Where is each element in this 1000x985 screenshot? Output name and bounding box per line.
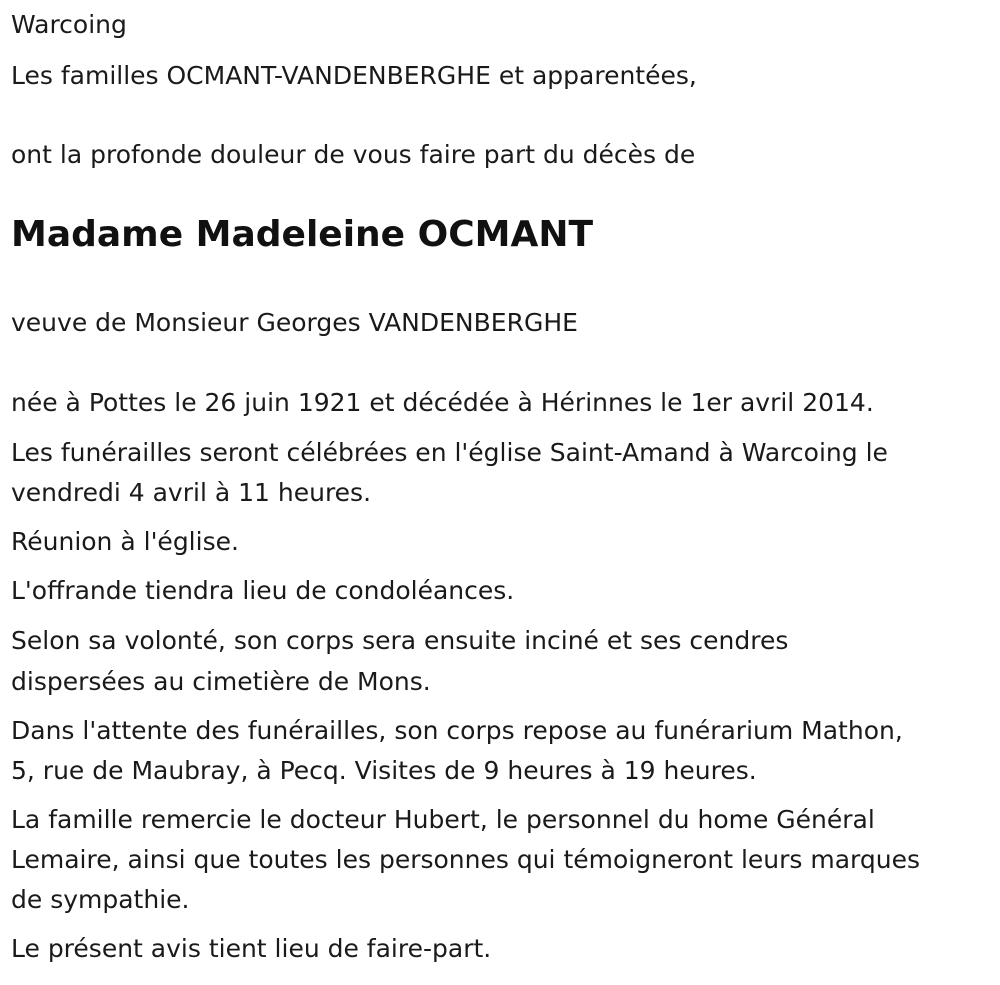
intro-line: ont la profonde douleur de vous faire part du décès de xyxy=(11,140,696,169)
funerarium-line-2: 5, rue de Maubray, à Pecq. Visites de 9 heures à 19 heures. xyxy=(11,756,757,785)
birth-death-line: née à Pottes le 26 juin 1921 et décédée à Hérinnes le 1er avril 2014. xyxy=(11,388,874,417)
thanks-line-2: Lemaire, ainsi que toutes les personnes qui témoigneront leurs marques xyxy=(11,845,920,874)
offering-line: L'offrande tiendra lieu de condoléances. xyxy=(11,576,515,605)
meeting-line: Réunion à l'église. xyxy=(11,527,239,556)
funerarium-line-1: Dans l'attente des funérailles, son corps repose au funérarium Mathon, xyxy=(11,716,903,745)
thanks-line-1: La famille remercie le docteur Hubert, le personnel du home Général xyxy=(11,805,875,834)
spouse-line: veuve de Monsieur Georges VANDENBERGHE xyxy=(11,308,578,337)
deceased-name: Madame Madeleine OCMANT xyxy=(11,214,594,255)
funeral-line-1: Les funérailles seront célébrées en l'église Saint-Amand à Warcoing le xyxy=(11,438,888,467)
location: Warcoing xyxy=(11,10,127,39)
wish-line-2: dispersées au cimetière de Mons. xyxy=(11,667,431,696)
wish-line-1: Selon sa volonté, son corps sera ensuite inciné et ses cendres xyxy=(11,626,789,655)
thanks-line-3: de sympathie. xyxy=(11,885,190,914)
funeral-line-2: vendredi 4 avril à 11 heures. xyxy=(11,478,372,507)
closing-line: Le présent avis tient lieu de faire-part. xyxy=(11,934,492,963)
families-line: Les familles OCMANT-VANDENBERGHE et apparentées, xyxy=(11,61,697,90)
